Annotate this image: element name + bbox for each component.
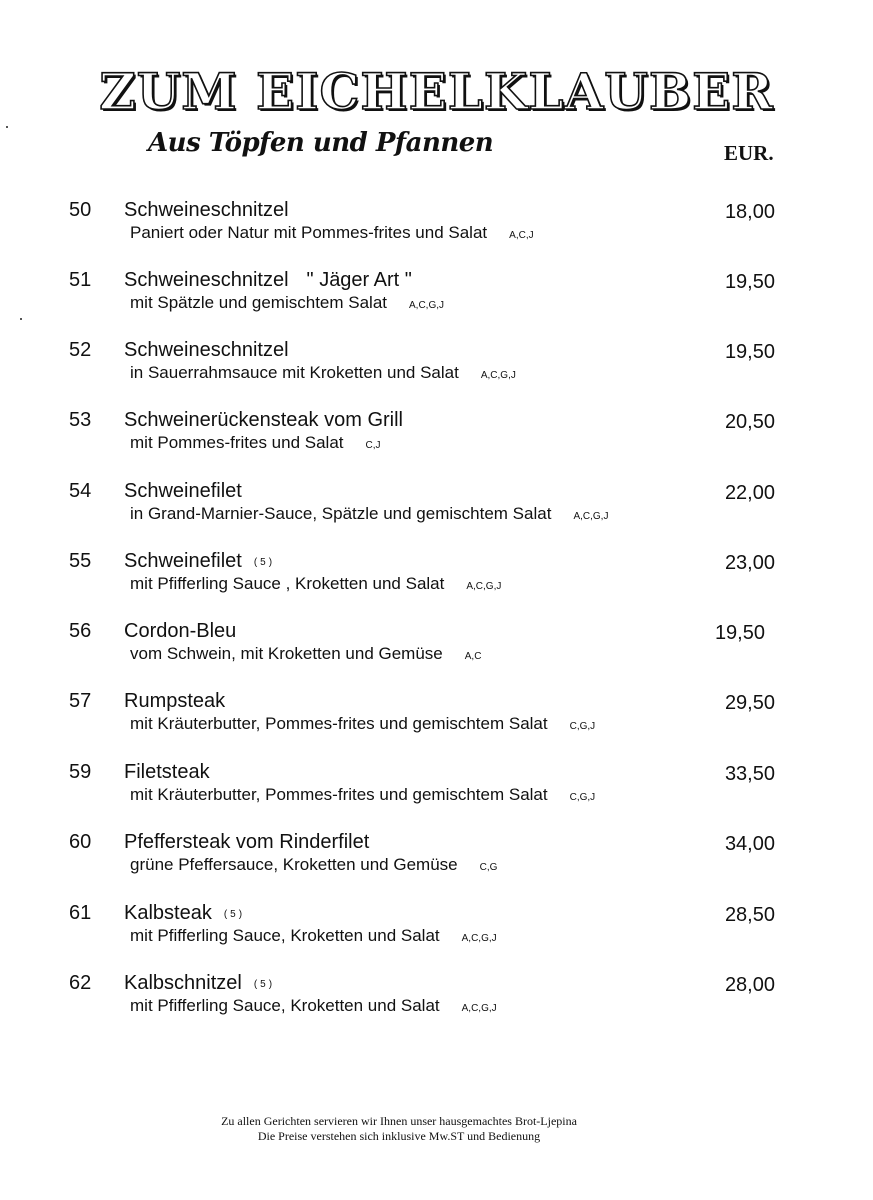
item-name [124, 902, 245, 925]
item-description [130, 785, 595, 805]
item-portion-note: (5) [253, 979, 276, 990]
allergen-codes: C,G [479, 862, 498, 873]
allergen-codes: A,C,G,J [461, 933, 497, 944]
item-price: 19,50 [724, 341, 775, 363]
item-style: " Jäger Art " [306, 269, 412, 291]
menu-item [0, 199, 873, 259]
item-description [130, 996, 497, 1016]
item-name-text: Pfeffersteak vom Rinderfilet [124, 831, 370, 853]
item-description-text: mit Pfifferling Sauce, Kroketten und Salat [130, 926, 440, 945]
item-description [130, 926, 497, 946]
item-number: 54 [69, 480, 92, 502]
item-number: 53 [69, 409, 92, 431]
allergen-codes: A,C,G,J [461, 1003, 497, 1014]
item-price: 19,50 [724, 271, 775, 293]
item-name-text: Schweineschnitzel [124, 269, 289, 291]
menu-item [0, 480, 873, 540]
item-name [124, 831, 369, 854]
footer-line-bread: Zu allen Gerichten servieren wir Ihnen unser hausgemachtes Brot-Ljepina [221, 1114, 577, 1128]
scan-speck [6, 126, 8, 128]
item-description-text: mit Spätzle und gemischtem Salat [130, 293, 388, 312]
item-name [124, 199, 289, 222]
item-price: 22,00 [724, 482, 775, 504]
item-description-text: mit Pfifferling Sauce, Kroketten und Salat [130, 996, 440, 1015]
allergen-codes: A,C,G,J [573, 511, 609, 522]
item-description [130, 714, 595, 734]
item-number: 51 [69, 269, 92, 291]
item-price: 29,50 [724, 692, 775, 714]
item-number: 61 [69, 902, 92, 924]
menu-item [0, 620, 873, 680]
item-name [124, 550, 275, 573]
item-number: 55 [69, 550, 92, 572]
restaurant-title: ZUM EICHELKLAUBER [99, 62, 774, 121]
allergen-codes: A,C,G,J [409, 300, 445, 311]
item-description-text: in Sauerrahmsauce mit Kroketten und Salat [130, 363, 459, 382]
menu-item [0, 761, 873, 821]
item-price: 28,50 [724, 904, 775, 926]
item-name-text: Kalbschnitzel [124, 972, 242, 994]
item-description-text: vom Schwein, mit Kroketten und Gemüse [130, 644, 443, 663]
scan-speck [20, 318, 22, 320]
item-description [130, 855, 497, 875]
item-number: 57 [69, 690, 92, 712]
allergen-codes: A,C,G,J [480, 370, 516, 381]
item-description-text: mit Kräuterbutter, Pommes-frites und gemischtem Salat [130, 714, 548, 733]
footer-note [0, 1114, 798, 1144]
item-number: 50 [69, 199, 92, 221]
item-description [130, 433, 381, 453]
menu-item [0, 339, 873, 399]
allergen-codes: A,C,J [509, 230, 534, 241]
allergen-codes: C,J [365, 440, 381, 451]
item-name-text: Schweineschnitzel [124, 199, 289, 221]
allergen-codes: A,C,G,J [466, 581, 502, 592]
item-name [124, 409, 403, 432]
item-name-text: Filetsteak [124, 761, 210, 783]
item-name [124, 972, 275, 995]
item-price: 20,50 [724, 411, 775, 433]
item-name-text: Schweinefilet [124, 480, 242, 502]
allergen-codes: A,C [464, 651, 482, 662]
item-portion-note: (5) [223, 909, 246, 920]
item-number: 59 [69, 761, 92, 783]
item-number: 62 [69, 972, 92, 994]
item-name [124, 761, 210, 784]
allergen-codes: C,G,J [569, 721, 596, 732]
item-name-text: Kalbsteak [124, 902, 212, 924]
item-name [124, 620, 236, 643]
item-name-text: Schweinefilet [124, 550, 242, 572]
menu-item [0, 550, 873, 610]
footer-line-prices: Die Preise verstehen sich inklusive Mw.ST und Bedienung [257, 1129, 541, 1143]
item-description [130, 293, 444, 313]
item-description [130, 574, 501, 594]
item-price: 34,00 [724, 833, 775, 855]
item-name-text: Schweineschnitzel [124, 339, 289, 361]
item-name-text: Schweinerückensteak vom Grill [124, 409, 403, 431]
item-name [124, 339, 289, 362]
item-description [130, 363, 516, 383]
menu-item [0, 972, 873, 1032]
item-price: 23,00 [724, 552, 775, 574]
menu-item [0, 269, 873, 329]
item-description [130, 504, 608, 524]
item-number: 56 [69, 620, 92, 642]
menu-item [0, 690, 873, 750]
menu-item [0, 409, 873, 469]
item-number: 52 [69, 339, 92, 361]
item-name-text: Rumpsteak [124, 690, 226, 712]
item-description [130, 223, 534, 243]
item-description-text: mit Pommes-frites und Salat [130, 433, 344, 452]
menu-item [0, 831, 873, 891]
item-name [124, 269, 412, 292]
item-name [124, 480, 242, 503]
item-portion-note: (5) [253, 557, 276, 568]
section-subtitle: Aus Töpfen und Pfannen [148, 128, 494, 158]
currency-label: EUR. [724, 141, 774, 165]
item-description-text: Paniert oder Natur mit Pommes-frites und Salat [130, 223, 488, 242]
item-price: 18,00 [724, 201, 775, 223]
item-name [124, 690, 225, 713]
item-price: 33,50 [724, 763, 775, 785]
allergen-codes: C,G,J [569, 792, 596, 803]
item-description [130, 644, 481, 664]
item-name-text: Cordon-Bleu [124, 620, 237, 642]
item-number: 60 [69, 831, 92, 853]
item-description-text: in Grand-Marnier-Sauce, Spätzle und gemischtem Salat [130, 504, 552, 523]
menu-item [0, 902, 873, 962]
item-price: 28,00 [724, 974, 775, 996]
item-description-text: mit Kräuterbutter, Pommes-frites und gemischtem Salat [130, 785, 548, 804]
item-description-text: grüne Pfeffersauce, Kroketten und Gemüse [130, 855, 458, 874]
item-price: 19,50 [714, 622, 765, 644]
item-description-text: mit Pfifferling Sauce , Kroketten und Salat [130, 574, 445, 593]
